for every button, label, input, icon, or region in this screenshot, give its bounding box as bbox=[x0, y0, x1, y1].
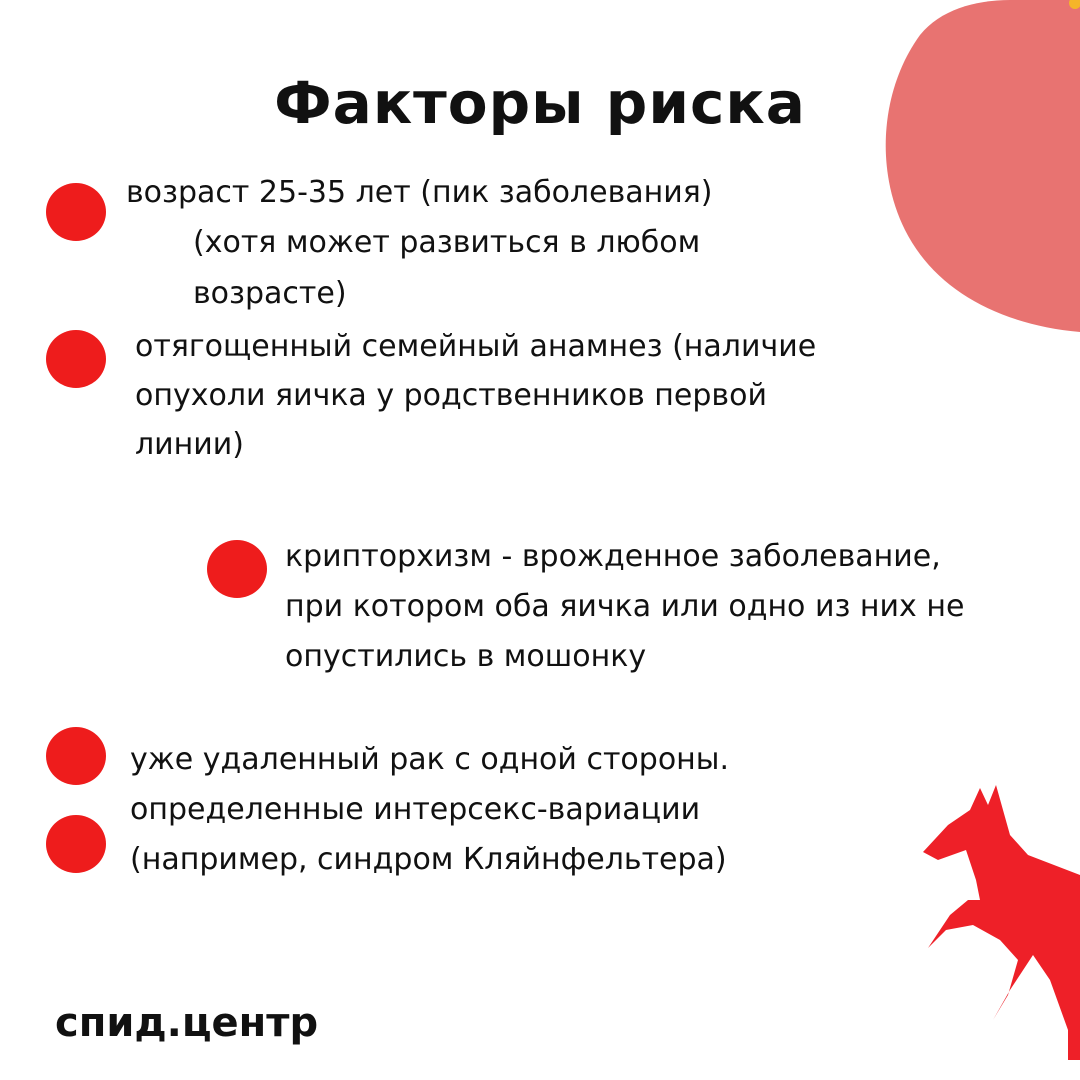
risk-factor-line: опухоли яичка у родственников первой bbox=[135, 378, 767, 413]
risk-factor-line: (например, синдром Кляйнфельтера) bbox=[130, 842, 727, 877]
bullet-dot bbox=[46, 330, 106, 388]
risk-factor-line: возраст 25-35 лет (пик заболевания) bbox=[126, 175, 713, 210]
risk-factor-line: (хотя может развиться в любом bbox=[193, 225, 701, 260]
risk-factor-line: определенные интерсекс-вариации bbox=[130, 792, 701, 827]
risk-factor-line: крипторхизм - врожденное заболевание, bbox=[285, 539, 941, 574]
risk-factor-line: возрасте) bbox=[193, 276, 347, 311]
risk-factor-line: линии) bbox=[135, 427, 244, 462]
risk-factor-line: отягощенный семейный анамнез (наличие bbox=[135, 329, 817, 364]
bullet-dot bbox=[46, 727, 106, 785]
page-title: Факторы риска bbox=[274, 68, 806, 137]
brand-logo: спид.центр bbox=[55, 1000, 319, 1046]
bullet-dot bbox=[46, 815, 106, 873]
decorative-blob bbox=[880, 0, 1080, 332]
risk-factor-line: уже удаленный рак с одной стороны. bbox=[130, 742, 730, 777]
bullet-dot bbox=[46, 183, 106, 241]
risk-factor-line: при котором оба яичка или одно из них не bbox=[285, 589, 965, 624]
horse-icon bbox=[918, 780, 1080, 1060]
bullet-dot bbox=[207, 540, 267, 598]
risk-factor-line: опустились в мошонку bbox=[285, 639, 647, 674]
